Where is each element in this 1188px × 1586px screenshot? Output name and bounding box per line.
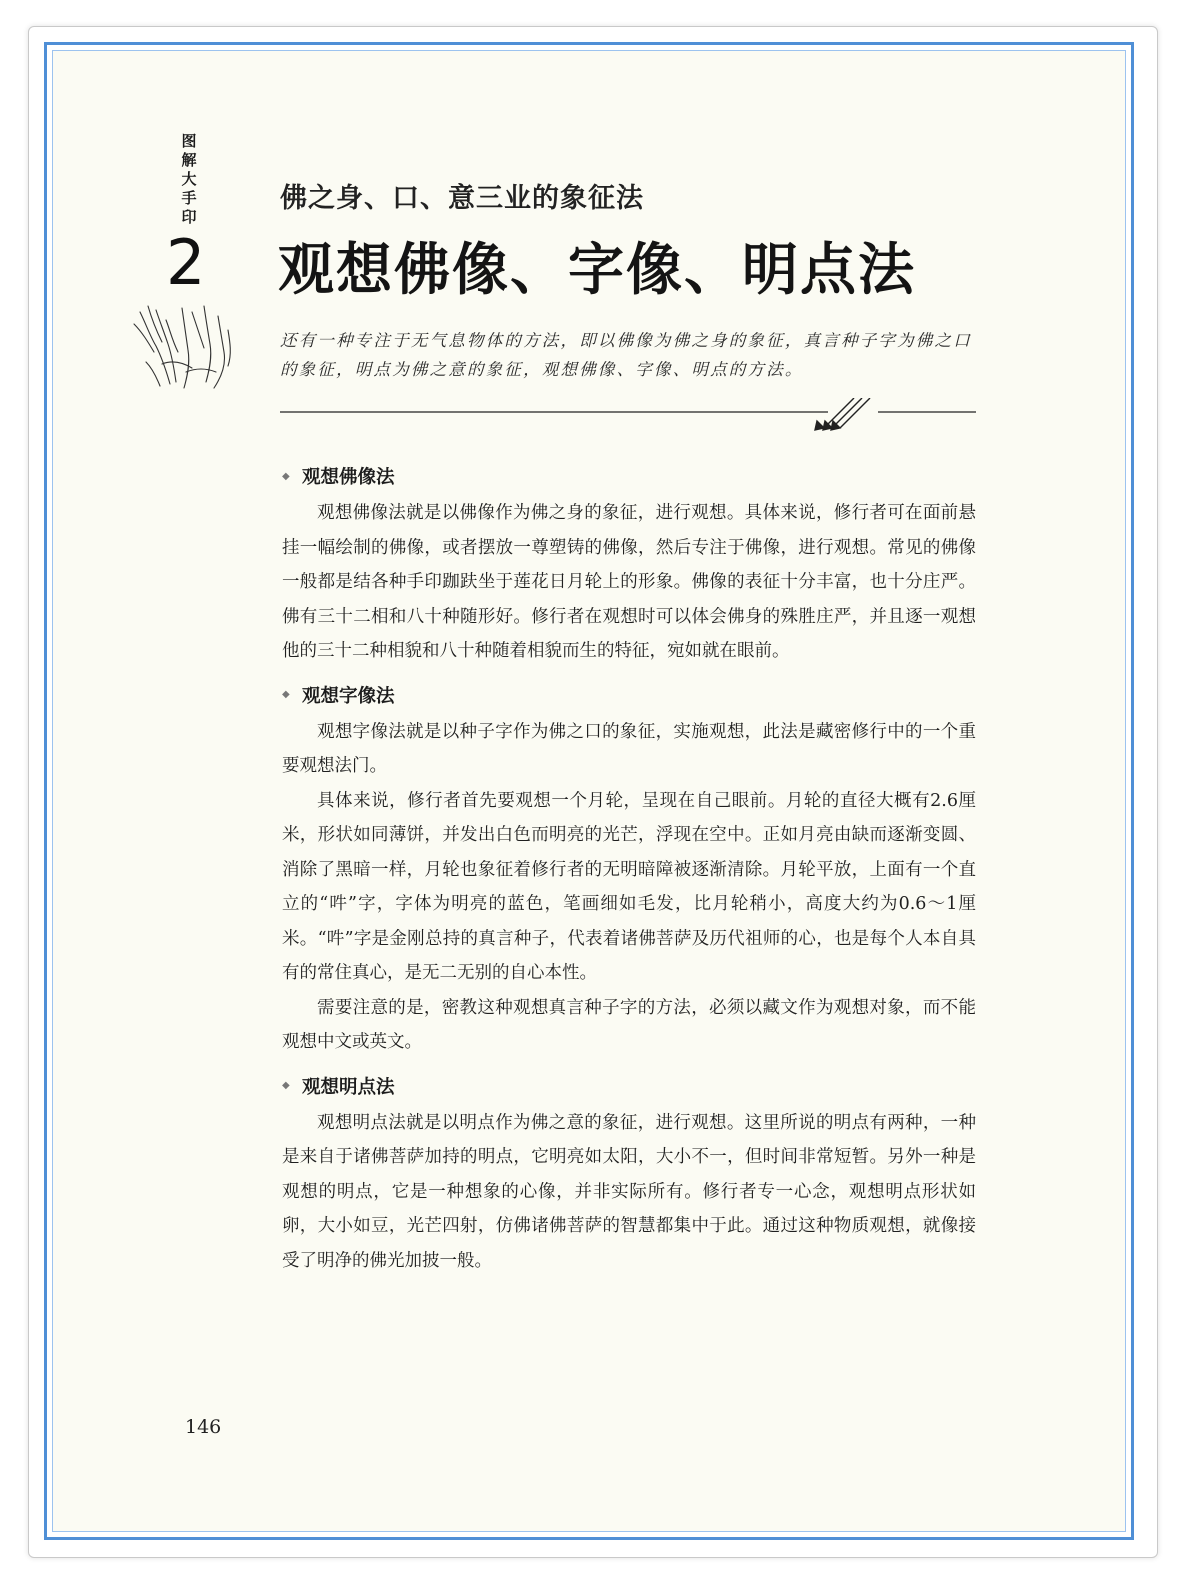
section-heading-text: 观想字像法 bbox=[302, 685, 395, 707]
article-body bbox=[282, 462, 976, 1278]
chapter-number: 2 bbox=[166, 226, 206, 299]
arrow-divider bbox=[280, 398, 976, 438]
section-bullet-icon: ◆ bbox=[282, 689, 290, 700]
page-title: 观想佛像、字像、明点法 bbox=[278, 238, 916, 303]
section-buddha-image bbox=[282, 462, 976, 669]
section-heading bbox=[282, 681, 976, 709]
section-heading bbox=[282, 1072, 976, 1100]
section-bindu bbox=[282, 1072, 976, 1279]
intro-paragraph: 还有一种专注于无气息物体的方法，即以佛像为佛之身的象征，真言种子字为佛之口的象征，明点为佛之意的象征，观想佛像、字像、明点的方法。 bbox=[280, 331, 972, 379]
section-paragraph: 观想佛像法就是以佛像作为佛之身的象征，进行观想。具体来说，修行者可在面前悬挂一幅绘制的佛像，或者摆放一尊塑铸的佛像，然后专注于佛像，进行观想。常见的佛像一般都是结各种手印跏趺坐于莲花日月轮上的形象。佛像的表征十分丰富，也十分庄严。佛有三十二相和八十种随形好。修行者在观想时可以体会佛身的殊胜庄严，并且逐一观想他的三十二种相貌和八十种随着相貌而生的特征，宛如就在眼前。 bbox=[282, 503, 976, 661]
section-bullet-icon: ◆ bbox=[282, 470, 290, 482]
section-bullet-icon: ◆ bbox=[282, 1080, 290, 1091]
section-syllable-image bbox=[282, 681, 976, 1060]
section-paragraph: 具体来说，修行者首先要观想一个月轮，呈现在自己眼前。月轮的直径大概有2.6厘米，形状如同薄饼，并发出白色而明亮的光芒，浮现在空中。正如月亮由缺而逐渐变圆、消除了黑暗一样，月轮也象征着修行者的无明暗障被逐渐清除。月轮平放，上面有一个直立的“吽”字，字体为明亮的蓝色，笔画细如毛发，比月轮稍小，高度大约为0.6～1厘米。“吽”字是金刚总持的真言种子，代表着诸佛菩萨及历代祖师的心，也是每个人本自具有的常住真心，是无二无别的自心本性。 bbox=[282, 790, 976, 983]
page-subtitle: 佛之身、口、意三业的象征法 bbox=[280, 183, 644, 214]
section-heading bbox=[282, 462, 976, 490]
section-heading-text: 观想明点法 bbox=[302, 1076, 395, 1098]
section-paragraph: 观想字像法就是以种子字作为佛之口的象征，实施观想，此法是藏密修行中的一个重要观想法门。 bbox=[282, 721, 976, 776]
page-number: 146 bbox=[185, 1416, 222, 1438]
series-side-label: 图解大手印 bbox=[181, 132, 197, 226]
section-heading-text: 观想佛像法 bbox=[302, 467, 395, 488]
section-paragraph: 观想明点法就是以明点作为佛之意的象征，进行观想。这里所说的明点有两种，一种是来自于诸佛菩萨加持的明点，它明亮如太阳，大小不一，但时间非常短暂。另外一种是观想的明点，它是一种想象的心像，并非实际所有。修行者专一心念，观想明点形状如卵，大小如豆，光芒四射，仿佛诸佛菩萨的智慧都集中于此。通过这种物质观想，就像接受了明净的佛光加披一般。 bbox=[282, 1112, 976, 1271]
section-paragraph: 需要注意的是，密教这种观想真言种子字的方法，必须以藏文作为观想对象，而不能观想中文或英文。 bbox=[282, 997, 976, 1052]
mudra-hands-illustration bbox=[126, 302, 238, 394]
